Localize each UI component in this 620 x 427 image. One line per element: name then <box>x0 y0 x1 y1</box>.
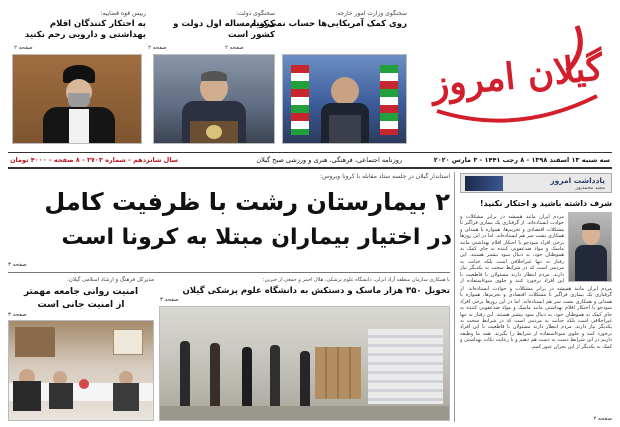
column-body-continued: مردم ایران مانند همیشه در برابر مشکلات و حوادث ایستاده‌اند. از گرفتاری یک بیماری فراگیر تا مشکلات اقتصادی و تحریم‌ها، همواره با همدلی و همکاری پشت سر هم ایستاده‌اند. اما در این روزها برخی افراد سودجو با احتکار اقلام بهداشتی مانند ماسک و مواد ضدعفونی کننده به جای کمک به هموطنان خود، به دنبال سود بیشتر هستند. این رفتار نه تنها غیراخلاقی است بلکه خیانت به مردمی است که در شرایط سخت به یکدیگر نیاز دارند. مردم انتظار دارند مسئولان با قاطعیت با این افراد برخورد کنند و جلوی سوءاستفاده از شرایط را بگیرند. همه ما وظیفه داریم در این شرایط دست به دست هم دهیم و با رعایت نکات بهداشتی و کمک به یکدیگر از این بحران عبور کنیم. <box>460 286 612 350</box>
top-story-1-kicker: سخنگوی وزارت امور خارجه: <box>335 10 407 17</box>
column-header-thumb <box>465 176 503 191</box>
third-story-photo <box>8 320 154 421</box>
lead-headline-line2[interactable]: در اختیار بیماران مبتلا به کرونا است <box>61 225 452 250</box>
top-story-3-kicker: رییس قوه قضاییه: <box>100 10 146 17</box>
lead-headline-line1[interactable]: ۲ بیمارستان رشت با ظرفیت کامل <box>44 188 450 216</box>
column-body: مردم ایران مانند همیشه در برابر مشکلات و حوادث ایستاده‌اند. از گرفتاری یک بیماری فراگیر تا مشکلات اقتصادی و تحریم‌ها، همواره با همدلی و همکاری پشت سر هم ایستاده‌اند. اما در این روزها برخی افراد سودجو با احتکار اقلام بهداشتی مانند ماسک و مواد ضدعفونی کننده به جای کمک به هموطنان خود، به دنبال سود بیشتر هستند. این رفتار نه تنها غیراخلاقی است بلکه خیانت به مردمی است که در شرایط سخت به یکدیگر نیاز دارند. مردم انتظار دارند مسئولان با قاطعیت با این افراد برخورد کنند و جلوی سوءاستفاده از <box>460 214 564 284</box>
column-author: مجید محمدپور <box>575 185 605 191</box>
top-story-3-headline[interactable]: به احتکار کنندگان اقلام بهداشتی و دارویی رحم نکنید <box>24 19 146 40</box>
second-story-photo <box>159 306 450 421</box>
tagline: روزنامه اجتماعی، فرهنگی، هنری و ورزشی صبح گیلان <box>256 156 402 164</box>
masthead-logo[interactable] <box>422 6 612 146</box>
third-headline-line1[interactable]: امنیت روانی جامعه مهمتر <box>23 287 139 297</box>
top-story-1-headline[interactable]: روی کمک آمریکایی‌ها حساب نمی‌کنیم <box>249 19 407 29</box>
masthead-rule-bottom <box>8 167 612 169</box>
lead-kicker: استاندار گیلان در جلسه ستاد مقابله با کرونا ویروس: <box>320 173 450 180</box>
column-page: صفحه ۲ <box>593 416 612 422</box>
top-story-2-kicker: سخنگوی دولت: <box>235 10 275 17</box>
top-story-3-page: صفحه ۲ <box>14 45 33 51</box>
column-header <box>460 173 612 193</box>
top-story-1-page: صفحه ۲ <box>225 45 244 51</box>
second-page: صفحه ۳ <box>160 297 179 303</box>
issue-line: سال شانزدهم - شماره ۳۷۰۳ - ۸ صفحه - ۴۰۰۰ تومان <box>10 156 179 164</box>
top-story-3-photo <box>12 54 142 144</box>
third-headline-line2[interactable]: از امنیت جانی است <box>37 300 125 310</box>
masthead-rule-top <box>8 152 612 153</box>
top-story-2-page: صفحه ۲ <box>148 45 167 51</box>
column-section-label: یادداشت امروز <box>550 176 605 185</box>
column-author-photo <box>568 212 612 282</box>
lead-page: صفحه ۳ <box>8 262 27 268</box>
lead-rule <box>8 272 450 273</box>
date-line: سه شنبه ۱۳ اسفند ۱۳۹۸ - ۸ رجب ۱۴۴۱ - ۳ مارس ۲۰۲۰ <box>433 156 610 164</box>
second-kicker: با همکاری سازمان منطقه آزاد انزلی، دانشگاه علوم پزشکی، هلال احمر و جمعی از خیرین؛ <box>263 277 450 283</box>
top-story-2-photo <box>153 54 275 144</box>
third-kicker: مدیرکل فرهنگ و ارشاد اسلامی گیلان: <box>66 277 154 283</box>
third-page: صفحه ۳ <box>8 312 27 318</box>
column-divider <box>454 172 455 422</box>
column-title[interactable]: شرف داشته باشید و احتکار نکنید! <box>479 199 612 208</box>
top-story-2-headline[interactable]: کرونا مساله اول دولت و کشور است <box>173 19 275 40</box>
top-story-1-photo <box>282 54 407 144</box>
logo-text: گیلان امروز <box>429 46 605 106</box>
second-headline[interactable]: تحویل ۳۵۰ هزار ماسک و دستکش به دانشگاه علوم پزشکی گیلان <box>182 286 450 296</box>
